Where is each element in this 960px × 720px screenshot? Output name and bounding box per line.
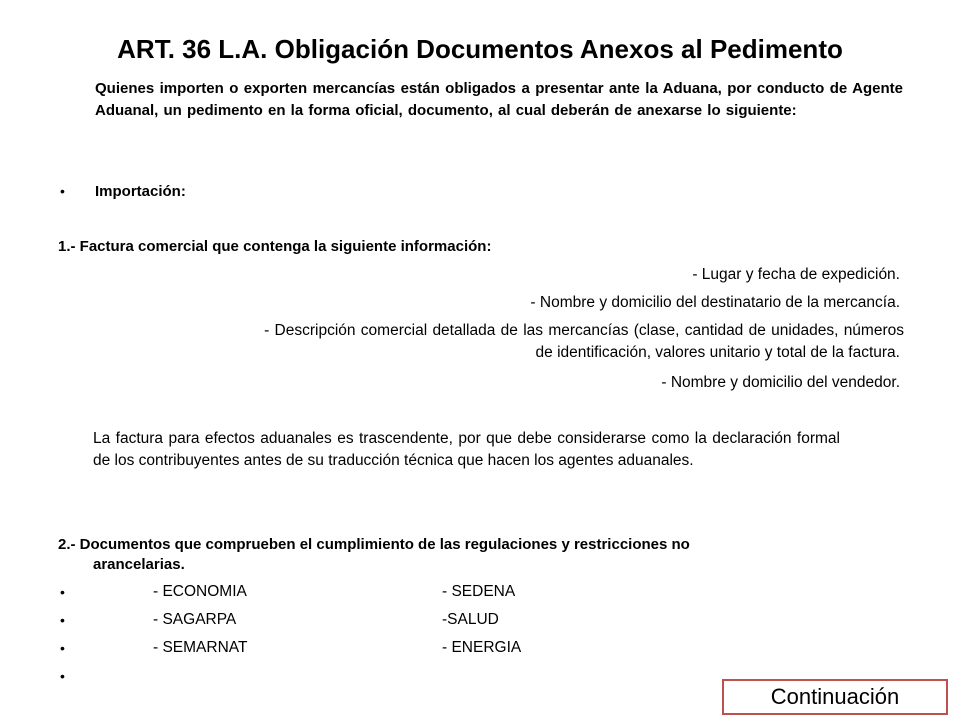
agency-right-2: -SALUD — [442, 611, 499, 628]
agency-right-1: - SEDENA — [442, 583, 516, 600]
bullet-agency-3: • — [60, 640, 65, 656]
item1-line-1: - Lugar y fecha de expedición. — [692, 266, 900, 283]
intro-paragraph: Quienes importen o exporten mercancías están obligados a presentar ante la Aduana, por conducto de Agente Aduanal, un pedimento en la forma oficial, documento, al cual deberán de anexarse lo siguiente: — [95, 80, 903, 119]
slide-title: ART. 36 L.A. Obligación Documentos Anexos al Pedimento — [117, 34, 843, 64]
item2-heading-line1: 2.- Documentos que comprueben el cumplimiento de las regulaciones y restricciones no — [58, 536, 690, 553]
invoice-paragraph: La factura para efectos aduanales es trascendente, por que debe considerarse como la declaración formal de los contribuyentes antes de su traducción técnica que hacen los agentes aduanales. — [93, 430, 840, 469]
item1-heading: 1.- Factura comercial que contenga la siguiente información: — [58, 238, 492, 255]
item1-line-5: - Nombre y domicilio del vendedor. — [661, 374, 900, 391]
agency-left-3: - SEMARNAT — [153, 639, 248, 656]
agency-left-2: - SAGARPA — [153, 611, 237, 628]
continue-button[interactable]: Continuación — [722, 679, 948, 715]
item1-line-4: de identificación, valores unitario y total de la factura. — [535, 344, 900, 361]
bullet-agency-1: • — [60, 584, 65, 600]
bullet-agency-2: • — [60, 612, 65, 628]
bullet-import: • — [60, 183, 65, 199]
item1-line-3: - Descripción comercial detallada de las mercancías (clase, cantidad de unidades, números — [264, 322, 904, 339]
import-label: Importación: — [95, 183, 186, 200]
agency-right-3: - ENERGIA — [442, 639, 522, 656]
item1-line-2: - Nombre y domicilio del destinatario de la mercancía. — [530, 294, 900, 311]
agency-left-1: - ECONOMIA — [153, 583, 247, 600]
bullet-empty: • — [60, 668, 65, 684]
item2-heading-line2: arancelarias. — [93, 556, 185, 573]
